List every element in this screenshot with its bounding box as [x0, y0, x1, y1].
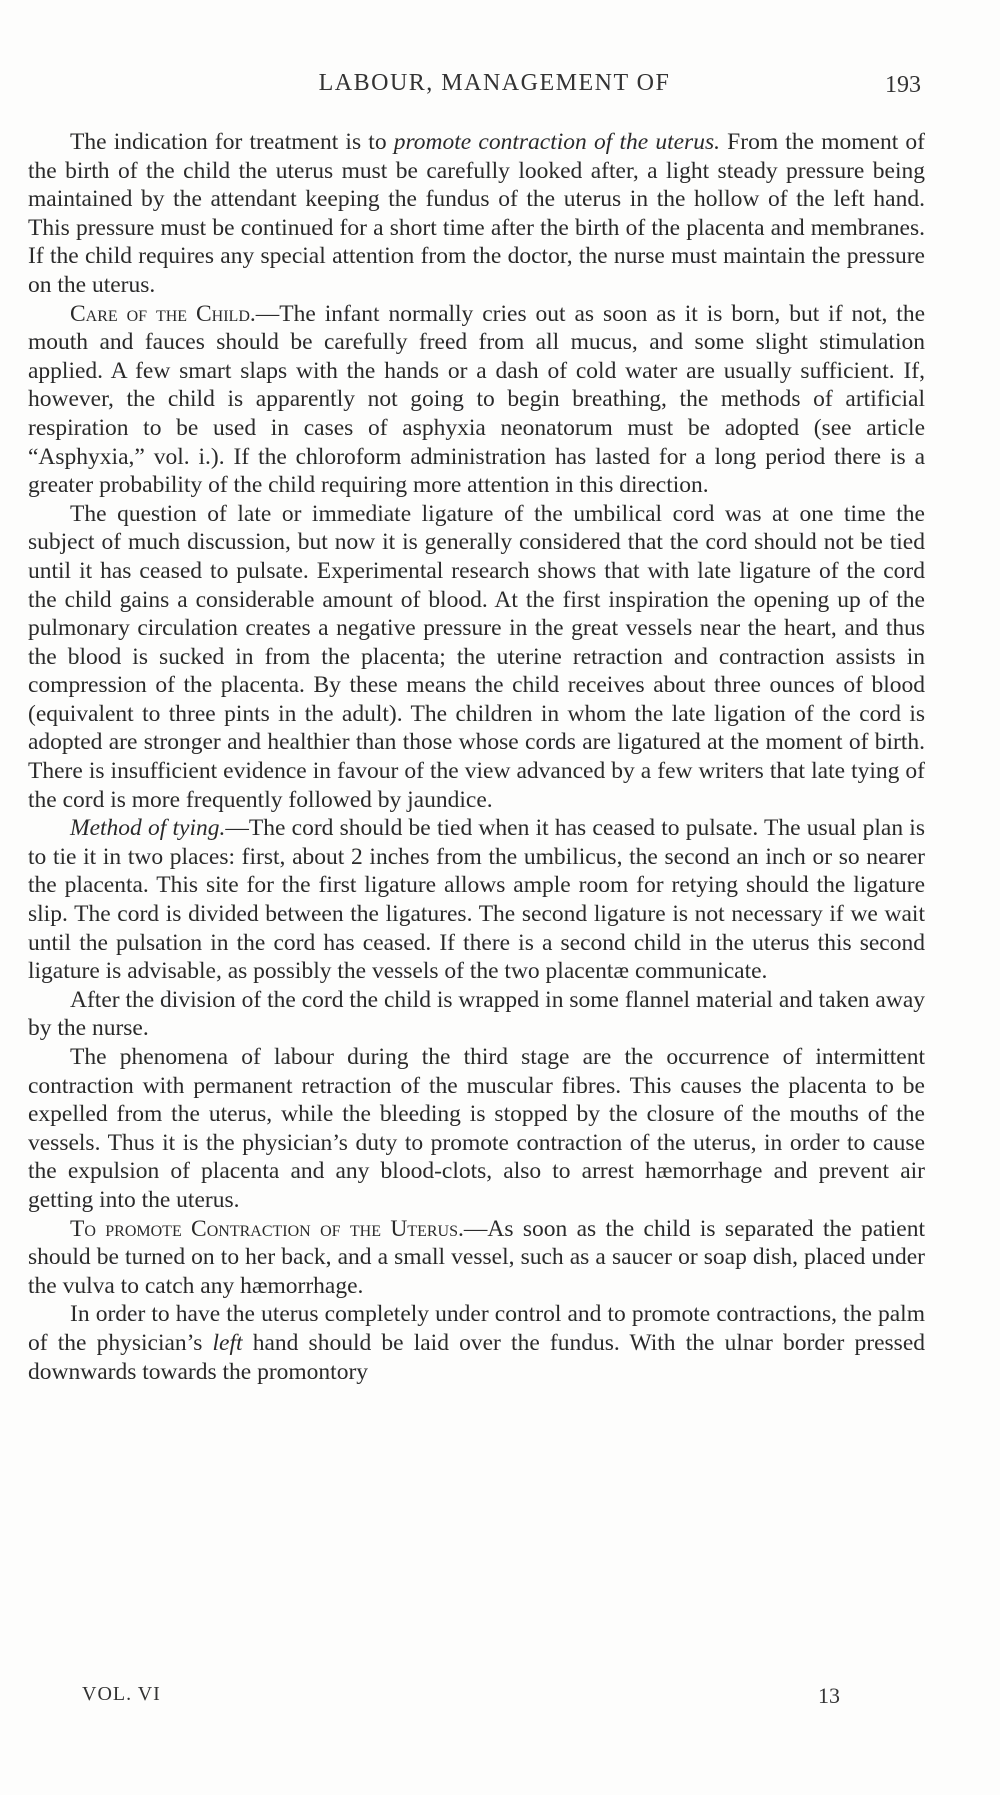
paragraph-text: The indication for treatment is to	[70, 129, 394, 155]
paragraph-text: In order to have the uterus completely under control and to promote contractions, the palm of the physician’s	[28, 1301, 925, 1356]
paragraph-text: —The infant normally cries out as soon as it is born, but if not, the mouth and fauces should be carefully freed from all mucus, and some slight stimulation applied. A few smart slaps with the hands or a dash of cold water are usually sufficient. If, however, the child is apparently not going to begin breathing, the methods of artificial respiration to be used in cases of asphyxia neonatorum must be adopted (see article “Asphyxia,” vol. i.). If the chloroform administration has lasted for a long period there is a greater probability of the child requiring more attention in this direction.	[28, 300, 925, 499]
paragraph-text: —The cord should be tied when it has ceased to pulsate. The usual plan is to tie it in two places: first, about 2 inches from the umbilicus, the second an inch or so nearer the placenta. This site for the first ligature allows ample room for retying should the ligature slip. The cord is divided between the ligatures. The second ligature is not necessary if we wait until the pulsation in the cord has ceased. If there is a second child in the uterus this second ligature is advisable, as possibly the vessels of the two placentæ communicate.	[28, 815, 925, 985]
paragraph-text: From the moment of the birth of the child the uterus must be carefully looked after, a light steady pressure being maintained by the attendant keeping the fundus of the uterus in the hollow of the left hand. This pressure must be continued for a short time after the birth of the placenta and membranes. If the child requires any special attention from the doctor, the nurse must maintain the pressure on the uterus.	[28, 129, 925, 298]
volume-label: VOL. VI	[82, 1683, 161, 1705]
page-footer	[70, 1683, 840, 1713]
subsection-heading: Method of tying.	[70, 815, 226, 842]
emphasis-text: left	[212, 1329, 243, 1356]
paragraph-text: After the division of the cord the child is wrapped in some flannel material and taken away by the nurse.	[28, 986, 925, 1042]
paragraph-control	[28, 1300, 925, 1386]
paragraph-treatment	[28, 128, 925, 300]
paragraph-third-stage	[28, 1043, 925, 1215]
paragraph-promote-contraction	[28, 1215, 925, 1301]
paragraph-text: —As soon as the child is separated the patient should be turned on to her back, and a small vessel, such as a saucer or soap dish, placed under the vulva to catch any hæmorrhage.	[28, 1215, 925, 1299]
running-head	[68, 70, 921, 110]
paragraph-text: The question of late or immediate ligature of the umbilical cord was at one time the subject of much discussion, but now it is generally considered that the cord should not be tied until it has ceased to pulsate. Experimental research shows that with late ligature of the cord the child gains a considerable amount of blood. At the first inspiration the opening up of the pulmonary circulation creates a negative pressure in the great vessels near the heart, and thus the blood is sucked in from the placenta; the uterine retraction and contraction assists in compression of the placenta. By these means the child receives about three ounces of blood (equivalent to three pints in the adult). The children in whom the late ligation of the cord is adopted are stronger and healthier than those whose cords are ligatured at the moment of birth. There is insufficient evidence in favour of the view advanced by a few writers that late tying of the cord is more frequently followed by jaundice.	[28, 500, 925, 813]
paragraph-ligature	[28, 500, 925, 815]
paragraph-division	[28, 986, 925, 1043]
paragraph-method-of-tying	[28, 814, 925, 986]
paragraph-text: hand should be laid over the fundus. With the ulnar border pressed downwards towards the promontory	[28, 1329, 925, 1385]
paragraph-text: The phenomena of labour during the third stage are the occurrence of intermittent contraction with permanent retraction of the muscular fibres. This causes the placenta to be expelled from the uterus, while the bleeding is stopped by the closure of the mouths of the vessels. Thus it is the physician’s duty to promote contraction of the uterus, in order to cause the expulsion of placenta and any blood-clots, also to arrest hæmorrhage and prevent air getting into the uterus.	[28, 1044, 925, 1213]
page-number: 193	[885, 72, 921, 98]
paragraph-care-of-child	[28, 300, 925, 500]
section-heading: Care of the Child.	[70, 300, 256, 327]
signature-mark: 13	[818, 1683, 840, 1708]
body-text	[28, 128, 925, 1386]
section-heading: To promote Contraction of the Uterus.	[70, 1215, 464, 1242]
emphasis-text: promote contraction of the uterus.	[393, 129, 720, 155]
running-head-title: LABOUR, MANAGEMENT OF	[318, 70, 671, 96]
